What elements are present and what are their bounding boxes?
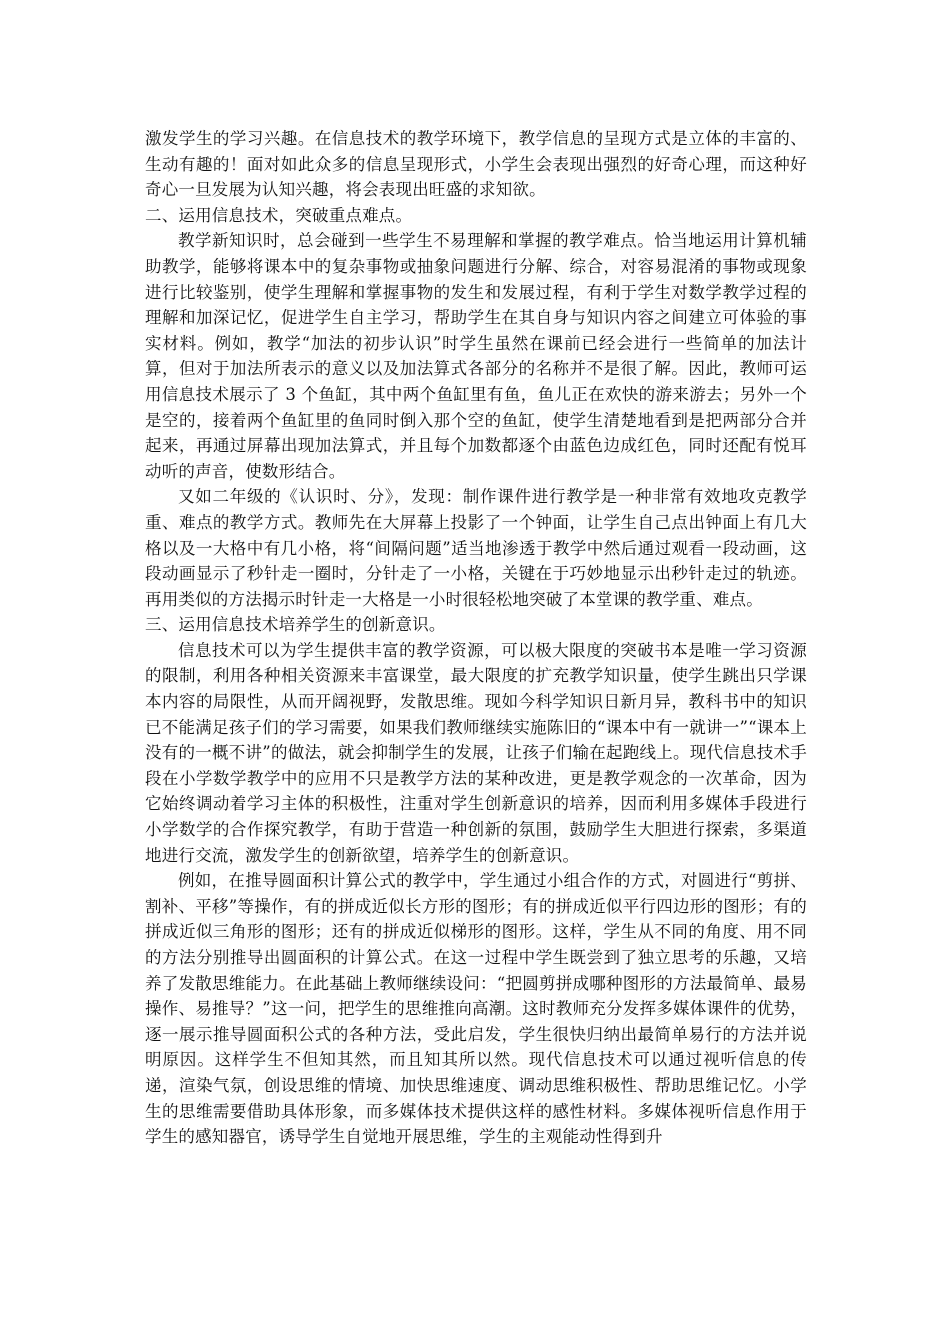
section-heading-2: 二、运用信息技术，突破重点难点。 <box>145 205 413 225</box>
paragraph-intro: 激发学生的学习兴趣。在信息技术的教学环境下，教学信息的呈现方式是立体的丰富的、生动有趣的！面对如此众多的信息呈现形式，小学生会表现出强烈的好奇心理，而这种好奇心一旦发展为认知兴趣，将会表现出旺盛的求知欲。 <box>145 129 807 200</box>
document-body <box>145 126 807 1150</box>
paragraph-2-2: 又如二年级的《认识时、分》，发现：制作课件进行教学是一种非常有效地攻克教学重、难点的教学方式。教师先在大屏幕上投影了一个钟面，让学生自己点出钟面上有几大格以及一大格中有几小格，将“间隔问题”适当地渗透于教学中然后通过观看一段动画，这段动画显示了秒针走一圈时，分针走了一小格，关键在于巧妙地显示出秒针走过的轨迹。再用类似的方法揭示时针走一大格是一小时很轻松地突破了本堂课的教学重、难点。 <box>145 487 807 609</box>
paragraph-3-1: 信息技术可以为学生提供丰富的教学资源，可以极大限度的突破书本是唯一学习资源的限制，利用各种相关资源来丰富课堂，最大限度的扩充教学知识量，使学生跳出只学课本内容的局限性，从而开阔视野，发散思维。现如今科学知识日新月异，教科书中的知识已不能满足孩子们的学习需要，如果我们教师继续实施陈旧的“课本中有一就讲一”“课本上没有的一概不讲”的做法，就会抑制学生的发展，让孩子们输在起跑线上。现代信息技术手段在小学数学教学中的应用不只是教学方法的某种改进，更是教学观念的一次革命，因为它始终调动着学习主体的积极性，注重对学生创新意识的培养，因而利用多媒体手段进行小学数学的合作探究教学，有助于营造一种创新的氛围，鼓励学生大胆进行探索，多渠道地进行交流，激发学生的创新欲望，培养学生的创新意识。 <box>145 640 807 865</box>
paragraph-2-1: 教学新知识时，总会碰到一些学生不易理解和掌握的教学难点。恰当地运用计算机辅助教学，能够将课本中的复杂事物或抽象问题进行分解、综合，对容易混淆的事物或现象进行比较鉴别，使学生理解和掌握事物的发生和发展过程，有利于学生对数学教学过程的理解和加深记忆，促进学生自主学习，帮助学生在其自身与知识内容之间建立可体验的事实材料。例如，教学“加法的初步认识”时学生虽然在课前已经会进行一些简单的加法计算，但对于加法所表示的意义以及加法算式各部分的名称并不是很了解。因此，教师可运用信息技术展示了 3 个鱼缸，其中两个鱼缸里有鱼，鱼儿正在欢快的游来游去；另外一个是空的，接着两个鱼缸里的鱼同时倒入那个空的鱼缸，使学生清楚地看到是把两部分合并起来，再通过屏幕出现加法算式，并且每个加数都逐个由蓝色边成红色，同时还配有悦耳动听的声音，使数形结合。 <box>145 231 807 481</box>
section-heading-3: 三、运用信息技术培养学生的创新意识。 <box>145 615 446 635</box>
paragraph-3-2: 例如，在推导圆面积计算公式的教学中，学生通过小组合作的方式，对圆进行“剪拼、割补、平移”等操作，有的拼成近似长方形的图形；有的拼成近似平行四边形的图形；有的拼成近似三角形的图形；还有的拼成近似梯形的图形。这样，学生从不同的角度、用不同的方法分别推导出圆面积的计算公式。在这一过程中学生既尝到了独立思考的乐趣，又培养了发散思维能力。在此基础上教师继续设问：“把圆剪拼成哪种图形的方法最简单、最易操作、易推导？”这一问，把学生的思维推向高潮。这时教师充分发挥多媒体课件的优势，逐一展示推导圆面积公式的各种方法，受此启发，学生很快归纳出最简单易行的方法并说明原因。这样学生不但知其然，而且知其所以然。现代信息技术可以通过视听信息的传递，渲染气氛，创设思维的情境、加快思维速度、调动思维积极性、帮助思维记忆。小学生的思维需要借助具体形象，而多媒体技术提供这样的感性材料。多媒体视听信息作用于学生的感知器官，诱导学生自觉地开展思维，学生的主观能动性得到升 <box>145 871 807 1147</box>
